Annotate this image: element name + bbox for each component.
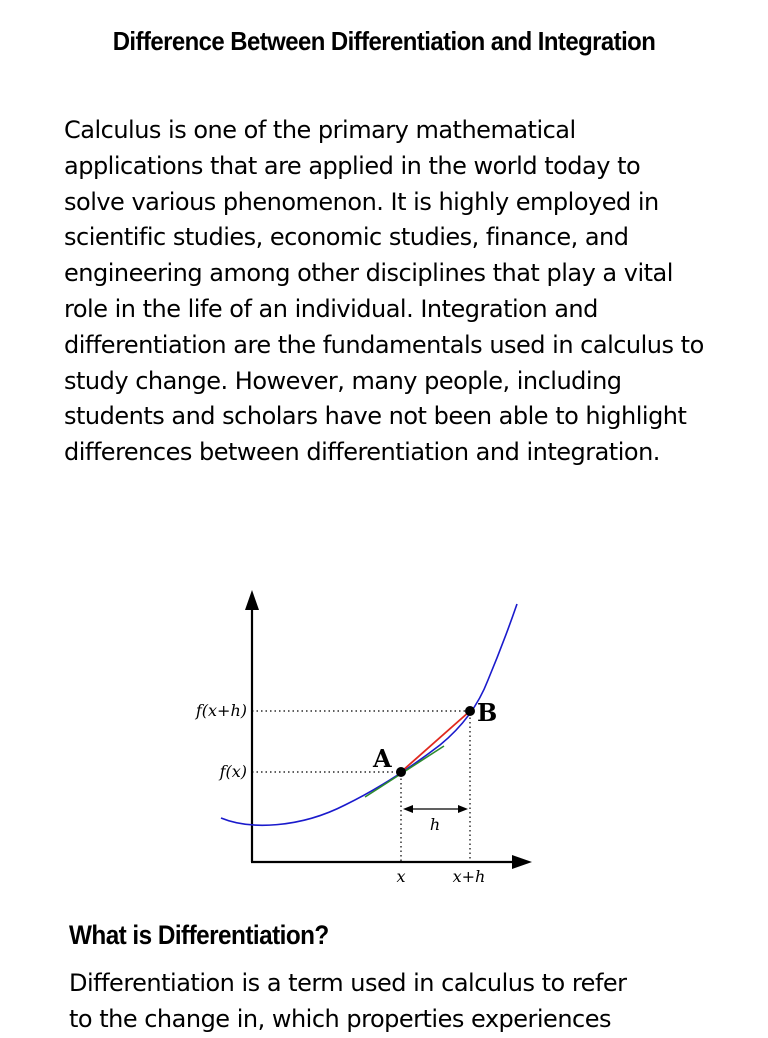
label-fx: f(x) — [219, 762, 247, 781]
section-line: Differentiation is a term used in calculus to refer — [69, 969, 627, 997]
intro-line: differentiation are the fundamentals used in calculus to — [64, 330, 704, 359]
label-point-b: B — [477, 698, 498, 727]
intro-line: applications that are applied in the world today to — [64, 151, 641, 180]
label-fxh: f(x+h) — [195, 701, 247, 720]
label-point-a: A — [373, 744, 392, 773]
section-paragraph — [69, 966, 749, 1038]
point-a-marker — [396, 767, 406, 777]
intro-line: students and scholars have not been able to highlight — [64, 402, 687, 431]
intro-line: scientific studies, economic studies, finance, and — [64, 223, 629, 252]
secant-line — [401, 711, 470, 772]
label-xh: x+h — [452, 867, 486, 886]
x-axis-arrow-icon — [512, 855, 532, 869]
y-axis-arrow-icon — [245, 590, 259, 610]
intro-line: role in the life of an individual. Integration and — [64, 294, 598, 323]
intro-line: Calculus is one of the primary mathematical — [64, 116, 576, 144]
label-x: x — [396, 867, 406, 886]
section-heading: What is Differentiation? — [69, 920, 329, 950]
h-arrow-left-icon — [403, 805, 413, 813]
intro-line: solve various phenomenon. It is highly employed in — [64, 187, 659, 216]
h-arrow-right-icon — [458, 805, 468, 813]
label-h: h — [429, 815, 441, 834]
point-b-marker — [465, 706, 475, 716]
section-line: to the change in, which properties experiences — [69, 1004, 611, 1033]
page-title: Difference Between Differentiation and Integration — [112, 26, 656, 56]
intro-line: study change. However, many people, including — [64, 366, 622, 395]
intro-line: differences between differentiation and integration. — [64, 438, 660, 467]
intro-line: engineering among other disciplines that play a vital — [64, 259, 673, 288]
